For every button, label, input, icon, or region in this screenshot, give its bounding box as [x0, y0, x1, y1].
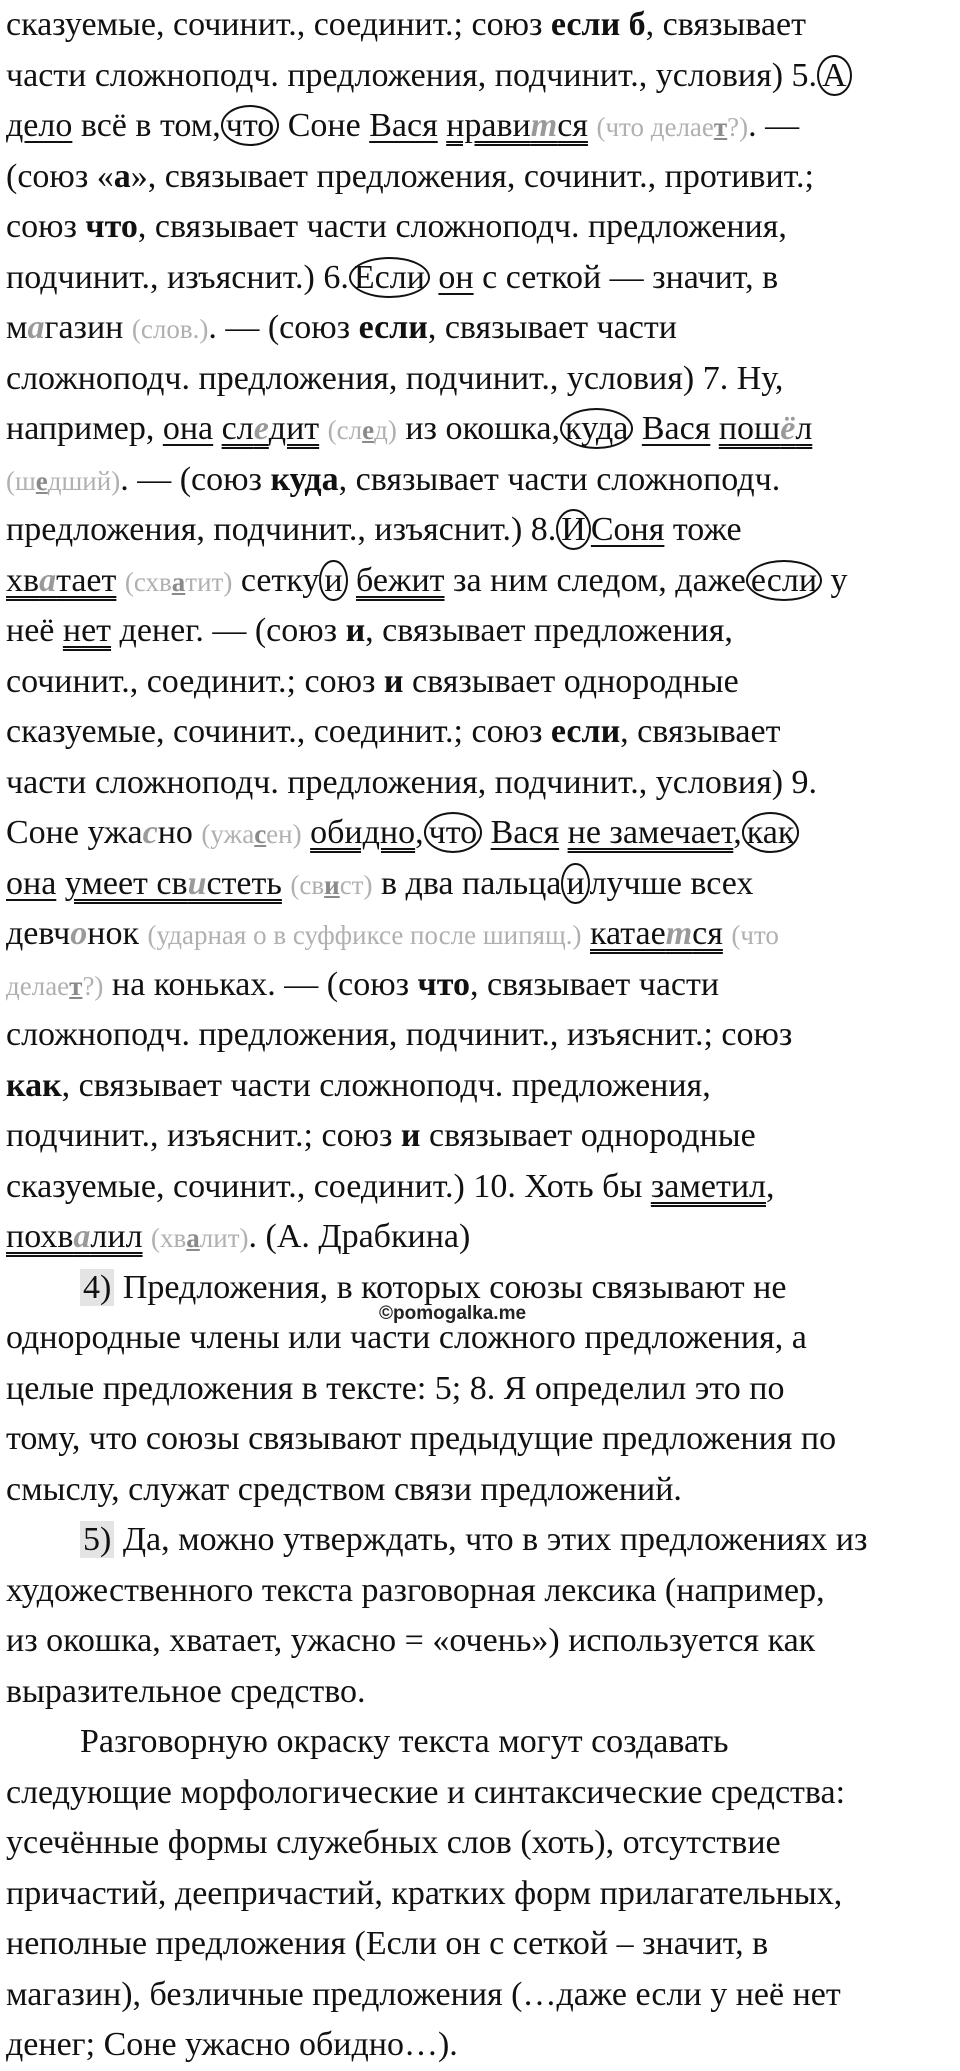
text-line: неё нет денег. — (союз и, связывает предложения,: [6, 612, 733, 649]
text-line: смыслу, служат средством связи предложений.: [6, 1470, 682, 1508]
text-line: однородные члены или части сложного предложения, а: [6, 1319, 807, 1356]
text-line: тому, что союзы связывают предыдущие предложения по: [6, 1420, 837, 1457]
text-line: следующие морфологические и синтаксические средства:: [6, 1773, 846, 1811]
text-line: художественного текста разговорная лексика (например,: [6, 1571, 825, 1609]
circled-word: А: [817, 55, 852, 96]
text-line: союз что, связывает части сложноподч. предложения,: [6, 208, 787, 245]
document-text: [6, 0, 950, 2071]
text-line: девчонок (ударная о в суффиксе после шипящ.) катается (что: [6, 915, 779, 952]
text-line: (союз «а», связывает предложения, сочинит., противит.;: [6, 157, 814, 195]
text-line: 5) Да, можно утверждать, что в этих предложениях из: [6, 1515, 950, 1566]
text-line: дело всё в том, что Соне Вася нравится (что делает?). —: [6, 107, 800, 144]
text-line: усечённые формы служебных слов (хоть), отсутствие: [6, 1824, 781, 1861]
text-line: неполные предложения (Если он с сеткой – значит, в: [6, 1925, 769, 1962]
text-line: подчинит., изъяснит.; союз и связывает однородные: [6, 1117, 756, 1154]
text-line: предложения, подчинит., изъяснит.) 8. И Соня тоже: [6, 511, 742, 548]
text-line: сложноподч. предложения, подчинит., условия) 7. Ну,: [6, 359, 784, 397]
text-line: она умеет свистеть (свист) в два пальца и лучше всех: [6, 864, 754, 902]
text-line: сказуемые, сочинит., соединит.; союз если б, связывает: [6, 6, 806, 43]
text-line: похвалил (хвалит). (А. Драбкина): [6, 1218, 471, 1255]
text-line: делает?) на коньках. — (союз что, связывает части: [6, 965, 720, 1003]
text-line: причастий, деепричастий, кратких форм прилагательных,: [6, 1874, 843, 1912]
text-line: магазин (слов.). — (союз если, связывает части: [6, 309, 677, 346]
text-line: 4) Предложения, в которых союзы связывают не: [6, 1263, 950, 1314]
text-line: выразительное средство.: [6, 1672, 366, 1710]
text-line: сказуемые, сочинит., соединит.; союз если, связывает: [6, 713, 781, 750]
text-line: Соне ужасно (ужасен) обидно, что Вася не замечает, как: [6, 808, 950, 859]
text-line: хватает (схватит) сетку и бежит за ним следом, даже если у: [6, 561, 848, 599]
text-line: Разговорную окраску текста могут создавать: [80, 1723, 729, 1760]
text-line: подчинит., изъяснит.) 6. Если он с сеткой — значит, в: [6, 258, 779, 296]
text-line: целые предложения в тексте: 5; 8. Я определил это по: [6, 1369, 785, 1407]
text-line: например, она следит (след) из окошка, куда Вася пошёл: [6, 410, 813, 447]
text-line: сочинит., соединит.; союз и связывает однородные: [6, 662, 739, 700]
text-line: как, связывает части сложноподч. предложения,: [6, 1066, 711, 1104]
text-line: (шедший). — (союз куда, связывает части сложноподч.: [6, 460, 781, 498]
text-line: сказуемые, сочинит., соединит.) 10. Хоть бы заметил,: [6, 1167, 775, 1205]
watermark: ©pomogalka.me: [379, 1303, 527, 1324]
text-line: денег; Соне ужасно обидно…).: [6, 2026, 458, 2063]
text-line: части сложноподч. предложения, подчинит., условия) 9.: [6, 763, 818, 801]
text-line: части сложноподч. предложения, подчинит., условия) 5. А: [6, 51, 950, 102]
text-line: из окошка, хватает, ужасно = «очень») используется как: [6, 1622, 816, 1659]
text-line: магазин), безличные предложения (…даже если у неё нет: [6, 1975, 841, 2013]
text-line: сложноподч. предложения, подчинит., изъяснит.; союз: [6, 1016, 793, 1053]
